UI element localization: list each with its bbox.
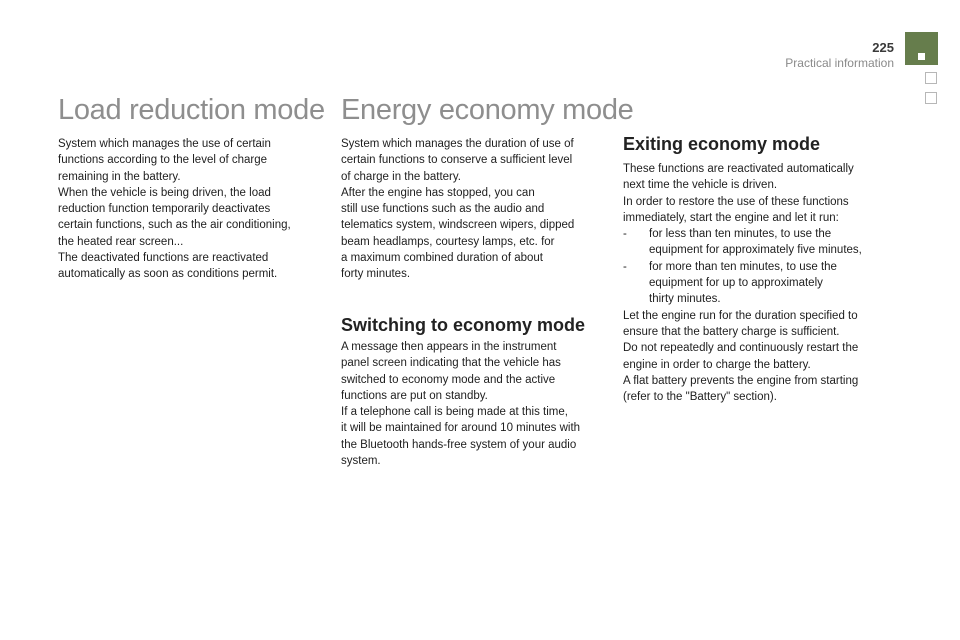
text-line: (refer to the "Battery" section). bbox=[623, 391, 777, 404]
text-line: automatically as soon as conditions permit. bbox=[58, 268, 278, 281]
text-line: Let the engine run for the duration specified to bbox=[623, 309, 858, 322]
switching-economy-heading: Switching to economy mode bbox=[341, 315, 586, 335]
text-line: for more than ten minutes, to use the bbox=[649, 260, 837, 273]
text-line: for less than ten minutes, to use the bbox=[649, 228, 832, 241]
text-line: panel screen indicating that the vehicle has bbox=[341, 357, 561, 370]
text-line: functions according to the level of charge bbox=[58, 154, 268, 167]
text-line: still use functions such as the audio and bbox=[341, 203, 545, 216]
text-line: functions are put on standby. bbox=[341, 389, 488, 402]
text-line: switched to economy mode and the active bbox=[341, 373, 556, 386]
text-line: System which manages the duration of use of bbox=[341, 138, 574, 150]
text-line: System which manages the use of certain bbox=[58, 138, 271, 150]
text-line: it will be maintained for around 10 minutes with bbox=[341, 422, 581, 435]
text-line: ensure that the battery charge is sufficient. bbox=[623, 325, 840, 338]
text-line: of charge in the battery. bbox=[341, 170, 461, 183]
text-line: When the vehicle is being driven, the load bbox=[58, 186, 271, 199]
text-line: If a telephone call is being made at this time, bbox=[341, 406, 568, 419]
text-line: In order to restore the use of these functions bbox=[623, 195, 849, 208]
chapter-tab[interactable] bbox=[925, 92, 937, 104]
chapter-tab-active[interactable] bbox=[905, 32, 938, 65]
text-line: certain functions, such as the air conditioning, bbox=[58, 219, 291, 232]
text-line: After the engine has stopped, you can bbox=[341, 186, 535, 199]
exiting-economy-heading: Exiting economy mode bbox=[623, 134, 821, 154]
text-line: telematics system, windscreen wipers, dipped bbox=[341, 219, 575, 232]
text-line: forty minutes. bbox=[341, 268, 411, 281]
energy-economy-title: Energy economy mode bbox=[341, 94, 634, 126]
text-line: system. bbox=[341, 455, 381, 468]
text-line: These functions are reactivated automatically bbox=[623, 163, 854, 175]
text-line: remaining in the battery. bbox=[58, 170, 181, 183]
text-line: The deactivated functions are reactivated bbox=[58, 252, 269, 265]
text-line: the heated rear screen... bbox=[58, 235, 184, 248]
text-line: A message then appears in the instrument bbox=[341, 341, 557, 353]
text-line: certain functions to conserve a sufficient level bbox=[341, 154, 573, 167]
load-reduction-text bbox=[58, 136, 291, 283]
switching-economy-text bbox=[341, 339, 580, 469]
text-line: Do not repeatedly and continuously restart the bbox=[623, 342, 859, 355]
chapter-tab[interactable] bbox=[925, 72, 937, 84]
text-line: immediately, start the engine and let it run: bbox=[623, 211, 839, 224]
list-item bbox=[623, 259, 862, 308]
text-line: beam headlamps, courtesy lamps, etc. for bbox=[341, 235, 555, 248]
text-line: a maximum combined duration of about bbox=[341, 252, 543, 265]
list-dash: - bbox=[623, 260, 627, 273]
text-line: the Bluetooth hands-free system of your audio bbox=[341, 438, 577, 451]
square-marker-icon bbox=[918, 53, 925, 60]
exiting-economy-text bbox=[623, 161, 862, 405]
text-line: equipment for up to approximately bbox=[649, 277, 823, 290]
section-title: Practical information bbox=[785, 56, 894, 70]
text-line: engine in order to charge the battery. bbox=[623, 358, 811, 371]
load-reduction-title: Load reduction mode bbox=[58, 94, 325, 126]
text-line: next time the vehicle is driven. bbox=[623, 179, 778, 192]
energy-economy-text bbox=[341, 136, 574, 283]
text-line: thirty minutes. bbox=[649, 293, 721, 306]
text-line: A flat battery prevents the engine from starting bbox=[623, 374, 859, 387]
list-dash: - bbox=[623, 228, 627, 241]
text-line: reduction function temporarily deactivates bbox=[58, 203, 271, 216]
page-number: 225 bbox=[872, 40, 894, 55]
list-item bbox=[623, 226, 862, 259]
text-line: equipment for approximately five minutes, bbox=[649, 244, 862, 257]
